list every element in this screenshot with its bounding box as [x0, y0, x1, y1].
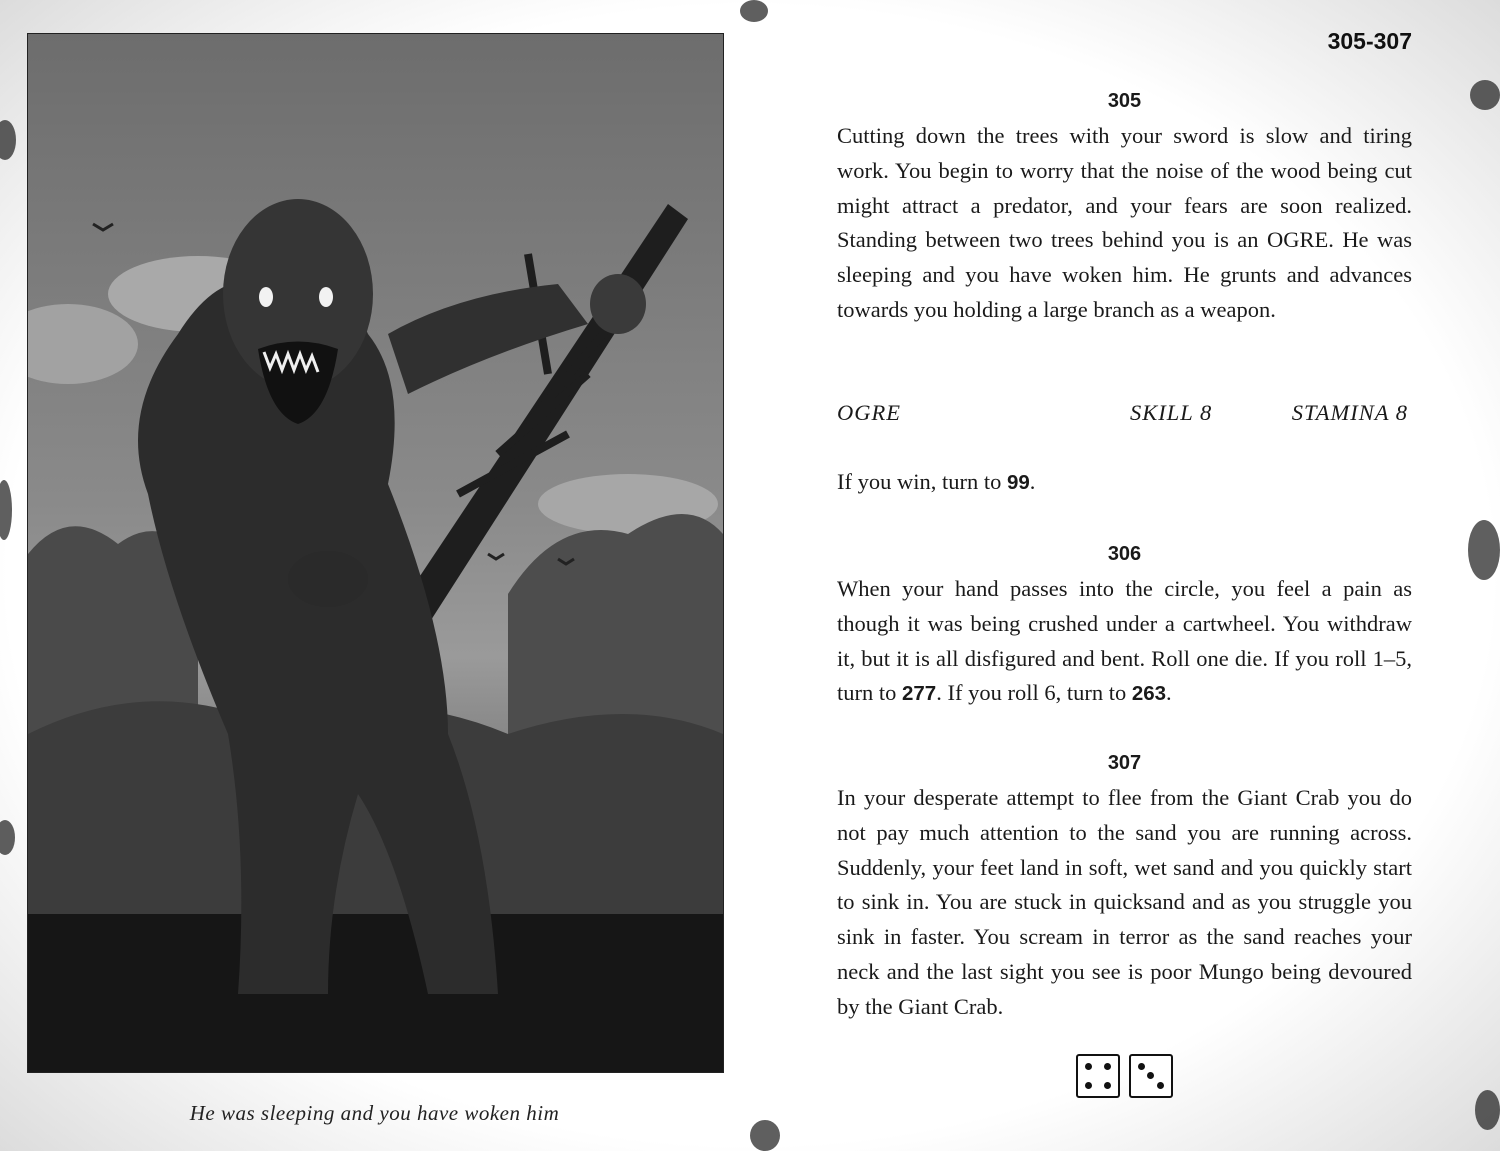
- edge-stain: [1468, 520, 1500, 580]
- ogre-eye: [259, 287, 273, 307]
- die-pip: [1104, 1082, 1111, 1089]
- die-four-icon: [1076, 1054, 1120, 1098]
- edge-stain: [740, 0, 768, 22]
- win-instruction: [837, 469, 1035, 495]
- win-prefix: If you win, turn to: [837, 469, 1007, 494]
- edge-stain: [0, 120, 16, 160]
- section-number: 306: [1107, 543, 1142, 565]
- edge-stain: [1475, 1090, 1500, 1130]
- text-part: . If you roll 6, turn to: [936, 680, 1132, 706]
- die-pip: [1104, 1063, 1111, 1070]
- text-part: When your hand passes into the circle, you feel a pain as though it was being crushed under a cartwheel. You withdraw it, but it is all disfigured and bent. Roll one die. If you roll 1–5, turn to: [837, 576, 1412, 706]
- section-text: Cutting down the trees with your sword is slow and tiring work. You begin to worry that the noise of the wood being cut might attract a predator, and your fears are soon realized. Standing between two trees behind you is an OGRE. He was sleeping and you have woken him. He grunts and advances towards you holding a large branch as a weapon.: [837, 123, 1412, 322]
- section-number: 305: [1107, 90, 1142, 112]
- die-pip: [1085, 1082, 1092, 1089]
- dice-icons: [1076, 1054, 1176, 1098]
- section-307: [837, 752, 1412, 1025]
- illustration-caption: He was sleeping and you have woken him: [189, 1101, 560, 1125]
- die-pip: [1147, 1072, 1154, 1079]
- turn-to-link[interactable]: 99: [1006, 471, 1030, 494]
- edge-stain: [0, 480, 12, 540]
- ogre-illustration-art: [28, 34, 723, 1072]
- section-text: In your desperate attempt to flee from the Giant Crab you do not pay much attention to the sand you are running across. Suddenly, your feet land in soft, wet sand and you quickly start to sink in. You are stuck in quicksand and as you struggle you sink in faster. You scream in terror as the sand reaches your neck and the last sight you see is poor Mungo being devoured by the Giant Crab.: [837, 785, 1412, 1019]
- win-suffix: .: [1029, 469, 1036, 494]
- enemy-skill: SKILL 8: [1130, 400, 1213, 425]
- enemy-stamina: STAMINA 8: [1291, 400, 1408, 425]
- ogre-illustration: [27, 33, 724, 1073]
- page-range-header: 305-307: [1327, 28, 1412, 54]
- die-pip: [1085, 1063, 1092, 1070]
- die-pip: [1157, 1082, 1164, 1089]
- die-three-icon: [1129, 1054, 1173, 1098]
- enemy-name: OGRE: [837, 400, 901, 425]
- ogre-fist: [288, 551, 368, 607]
- ogre-hand: [590, 274, 646, 334]
- die-pip: [1138, 1063, 1145, 1070]
- turn-to-link[interactable]: 277: [902, 682, 937, 706]
- enemy-stats: [837, 400, 1412, 434]
- section-306: [837, 543, 1412, 712]
- bird: [93, 224, 113, 230]
- ground-shadow: [28, 914, 723, 1072]
- section-number: 307: [1107, 752, 1142, 774]
- text-part: .: [1166, 680, 1172, 706]
- cloud: [28, 304, 138, 384]
- edge-stain: [750, 1120, 780, 1151]
- section-305: [837, 90, 1412, 328]
- section-text: [837, 572, 1412, 712]
- edge-stain: [1470, 80, 1500, 110]
- turn-to-link[interactable]: 263: [1131, 682, 1167, 706]
- edge-stain: [0, 820, 15, 855]
- ogre-eye: [319, 287, 333, 307]
- bird: [488, 554, 504, 559]
